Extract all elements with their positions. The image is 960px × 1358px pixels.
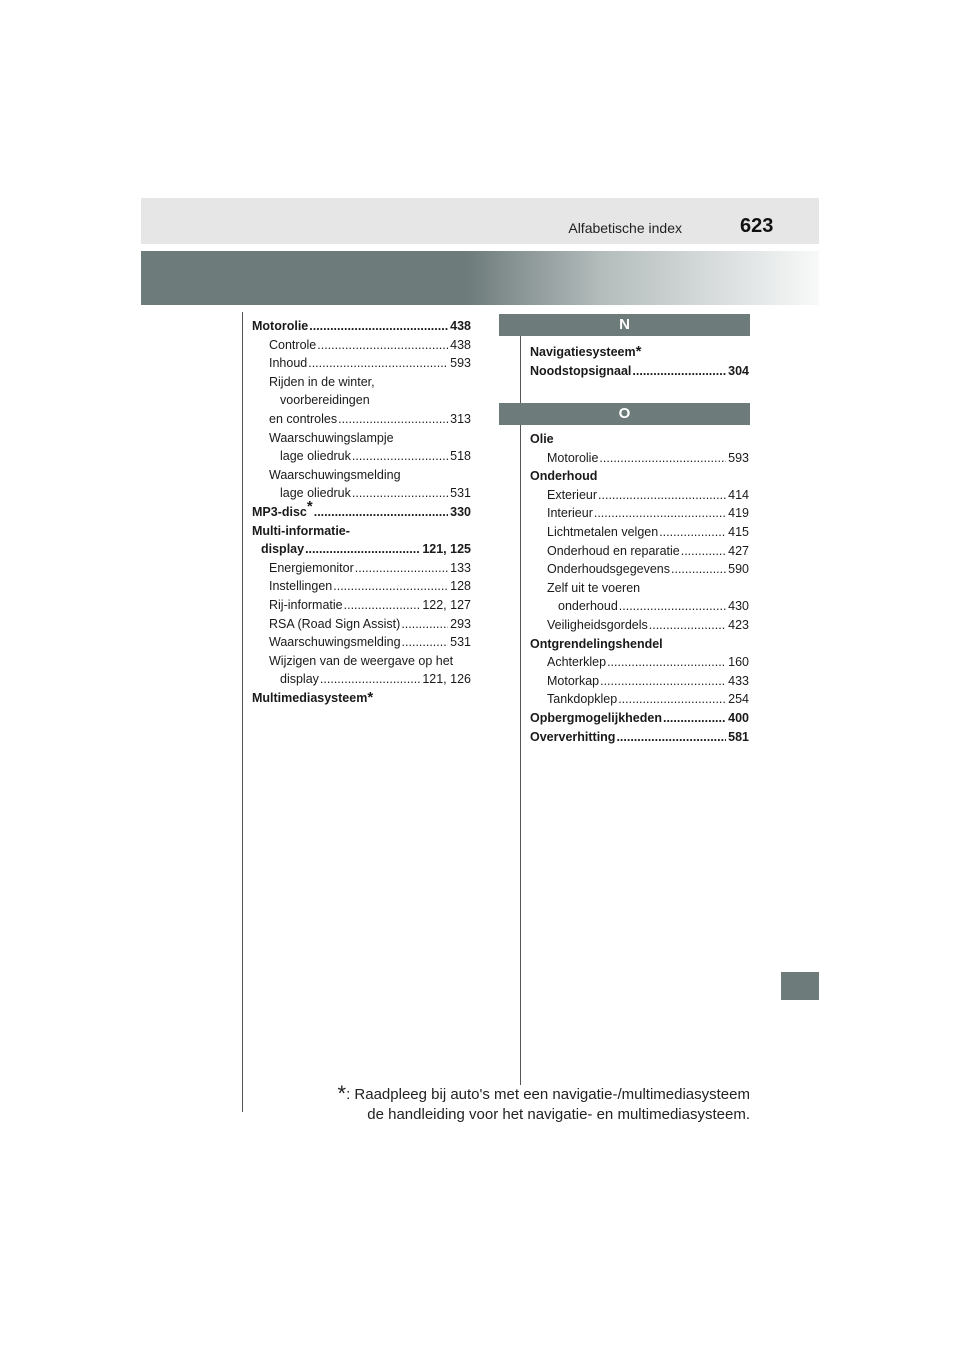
index-entry-page: 121, 126	[422, 672, 471, 687]
index-entry-page: 427	[728, 543, 749, 558]
index-entry-term: Waarschuwingslampje	[269, 430, 394, 445]
index-entry-term: Onderhoudsgegevens	[547, 562, 671, 577]
middle-column-rule	[520, 330, 521, 1085]
index-entry: Navigatiesysteem *	[530, 343, 642, 360]
index-entry-term: Lichtmetalen velgen	[547, 524, 659, 539]
index-entry-page: 304	[728, 363, 749, 378]
index-entry-page: 400	[728, 710, 749, 725]
index-entry-term: Rijden in de winter,	[269, 374, 375, 389]
index-entry-term: Energiemonitor	[269, 560, 354, 575]
dot-leader	[618, 690, 726, 709]
index-entry	[530, 709, 749, 728]
index-entry-term: Zelf uit te voeren	[547, 580, 641, 595]
dot-leader	[594, 504, 726, 523]
index-entry-term: lage oliedruk	[280, 449, 351, 464]
dot-leader	[305, 540, 420, 559]
index-entry	[252, 354, 471, 373]
dot-leader	[402, 633, 449, 652]
index-entry-term: voorbereidingen	[280, 393, 370, 408]
dot-leader	[598, 486, 726, 505]
index-entry	[530, 597, 749, 616]
index-entry-term: Wijzigen van de weergave op het	[269, 653, 454, 668]
index-entry	[530, 523, 749, 542]
index-entry	[530, 467, 749, 486]
index-entry-page: 313	[450, 411, 471, 426]
index-entry-term: Controle	[269, 337, 317, 352]
index-entry-term: display	[280, 672, 319, 687]
index-entry-page: 433	[728, 673, 749, 688]
index-entry-page: 128	[450, 579, 471, 594]
dot-leader	[308, 354, 448, 373]
index-entry	[252, 447, 471, 466]
index-entry	[530, 542, 749, 561]
index-entry-term: Multi-informatie-	[252, 523, 350, 538]
index-entry	[530, 560, 749, 579]
index-entry	[252, 540, 471, 559]
footnote-text-1: : Raadpleeg bij auto's met een navigatie-/multimediasysteem	[346, 1086, 750, 1103]
index-entry	[252, 317, 471, 336]
chapter-side-tab	[781, 972, 819, 1000]
index-entry-term: Olie	[530, 432, 554, 446]
left-column-rule	[242, 312, 243, 1112]
dot-leader	[632, 362, 726, 381]
footnote	[330, 1081, 750, 1125]
dot-leader	[659, 523, 726, 542]
header-gradient-band	[141, 251, 819, 305]
index-entry	[252, 670, 471, 689]
index-section-n	[530, 343, 749, 380]
dot-leader	[314, 503, 448, 522]
index-entry-page: 423	[728, 617, 749, 632]
index-entry-term: MP3-disc*	[252, 497, 313, 519]
index-entry-term: Ontgrendelingshendel	[530, 636, 663, 651]
index-entry-term: Motorolie	[547, 450, 599, 465]
dot-leader	[333, 577, 448, 596]
dot-leader	[599, 449, 726, 468]
page-number: 623	[740, 215, 774, 237]
index-entry	[252, 336, 471, 355]
index-entry	[530, 362, 749, 381]
dot-leader	[309, 317, 448, 336]
index-entry-page: 590	[728, 562, 749, 577]
index-entry-term: Motorkap	[547, 673, 600, 688]
index-entry-page: 438	[450, 319, 471, 333]
dot-leader	[681, 542, 726, 561]
index-entry-term: Waarschuwingsmelding	[269, 635, 401, 650]
index-entry-term: Opbergmogelijkheden	[530, 710, 662, 725]
index-entry-page: 415	[728, 524, 749, 539]
index-entry-term: Inhoud	[269, 356, 308, 371]
index-entry	[252, 429, 471, 448]
index-entry-term: RSA (Road Sign Assist)	[269, 616, 401, 631]
index-entry	[252, 484, 471, 503]
index-entry-term: Motorolie	[252, 319, 309, 333]
index-entry	[252, 522, 471, 541]
index-entry	[530, 504, 749, 523]
index-entry	[530, 616, 749, 635]
index-entry-term: Noodstopsignaal	[530, 363, 632, 378]
index-entry	[530, 579, 749, 598]
index-entry	[252, 410, 471, 429]
section-title: Alfabetische index	[568, 220, 682, 236]
index-entry-term: Oververhitting	[530, 729, 616, 744]
index-entry-term: Veiligheidsgordels	[547, 617, 648, 632]
index-entry-term: Tankdopklep	[547, 692, 618, 707]
index-entry-page: 419	[728, 506, 749, 521]
index-entry	[252, 391, 471, 410]
header-bar	[141, 198, 819, 244]
index-entry	[530, 672, 749, 691]
footnote-line-1	[330, 1081, 750, 1106]
index-entry	[252, 633, 471, 652]
index-entry	[252, 497, 471, 522]
index-entry-term: en controles	[269, 411, 338, 426]
index-column-left	[252, 317, 471, 707]
index-entry	[530, 430, 749, 449]
footnote-line-2: de handleiding voor het navigatie- en multimediasysteem.	[367, 1106, 750, 1123]
index-entry-term: display	[261, 542, 305, 557]
dot-leader	[600, 672, 726, 691]
dot-leader	[352, 447, 448, 466]
index-entry	[252, 615, 471, 634]
index-entry	[252, 652, 471, 671]
index-entry	[530, 486, 749, 505]
index-entry-term: Exterieur	[547, 487, 598, 502]
dot-leader	[317, 336, 448, 355]
index-entry-page: 518	[450, 449, 471, 464]
index-entry-page: 438	[450, 337, 471, 352]
index-entry	[530, 653, 749, 672]
letter-heading-n: N	[499, 314, 750, 336]
index-entry	[252, 559, 471, 578]
index-entry-term: Waarschuwingsmelding	[269, 467, 401, 482]
letter-heading-o: O	[499, 403, 750, 425]
index-entry-page: 581	[728, 729, 749, 744]
index-entry: Multimediasysteem *	[252, 688, 374, 706]
index-entry-page: 122, 127	[422, 597, 471, 612]
dot-leader	[663, 709, 726, 728]
index-entry-page: 430	[728, 599, 749, 614]
index-entry-term: Instellingen	[269, 579, 333, 594]
asterisk-marker: *	[306, 497, 313, 515]
index-entry-page: 414	[728, 487, 749, 502]
index-entry	[252, 577, 471, 596]
index-entry	[530, 690, 749, 709]
index-entry	[252, 373, 471, 392]
dot-leader	[344, 596, 421, 615]
footnote-marker: *	[337, 1081, 347, 1106]
index-entry-term: lage oliedruk	[280, 486, 351, 501]
index-entry-page: 160	[728, 655, 749, 670]
dot-leader	[616, 728, 726, 747]
index-entry-page: 330	[450, 504, 471, 519]
dot-leader	[352, 484, 448, 503]
index-entry-page: 593	[728, 450, 749, 465]
index-entry-page: 593	[450, 356, 471, 371]
index-entry-term: Achterklep	[547, 655, 607, 670]
dot-leader	[320, 670, 420, 689]
index-entry-page: 254	[728, 692, 749, 707]
index-entry-page: 293	[450, 616, 471, 631]
dot-leader	[671, 560, 726, 579]
index-entry-term: onderhoud	[558, 599, 618, 614]
dot-leader	[607, 653, 726, 672]
dot-leader	[338, 410, 448, 429]
index-entry-term: Navigatiesysteem	[530, 345, 636, 359]
index-section-o	[530, 430, 749, 746]
dot-leader	[401, 615, 448, 634]
index-entry-page: 133	[450, 560, 471, 575]
index-entry	[530, 449, 749, 468]
dot-leader	[355, 559, 448, 578]
index-entry-term: Multimediasysteem	[252, 690, 368, 705]
index-entry	[252, 466, 471, 485]
index-entry-page: 531	[450, 486, 471, 501]
index-entry	[530, 728, 749, 747]
index-entry-term: Onderhoud	[530, 469, 598, 484]
index-entry-term: Rij-informatie	[269, 597, 343, 612]
index-entry-term: Interieur	[547, 506, 593, 521]
index-entry	[530, 635, 749, 654]
dot-leader	[649, 616, 726, 635]
index-entry	[252, 596, 471, 615]
index-entry-page: 121, 125	[422, 542, 471, 557]
index-entry-page: 531	[450, 635, 471, 650]
index-entry-term: Onderhoud en reparatie	[547, 543, 680, 558]
dot-leader	[619, 597, 726, 616]
